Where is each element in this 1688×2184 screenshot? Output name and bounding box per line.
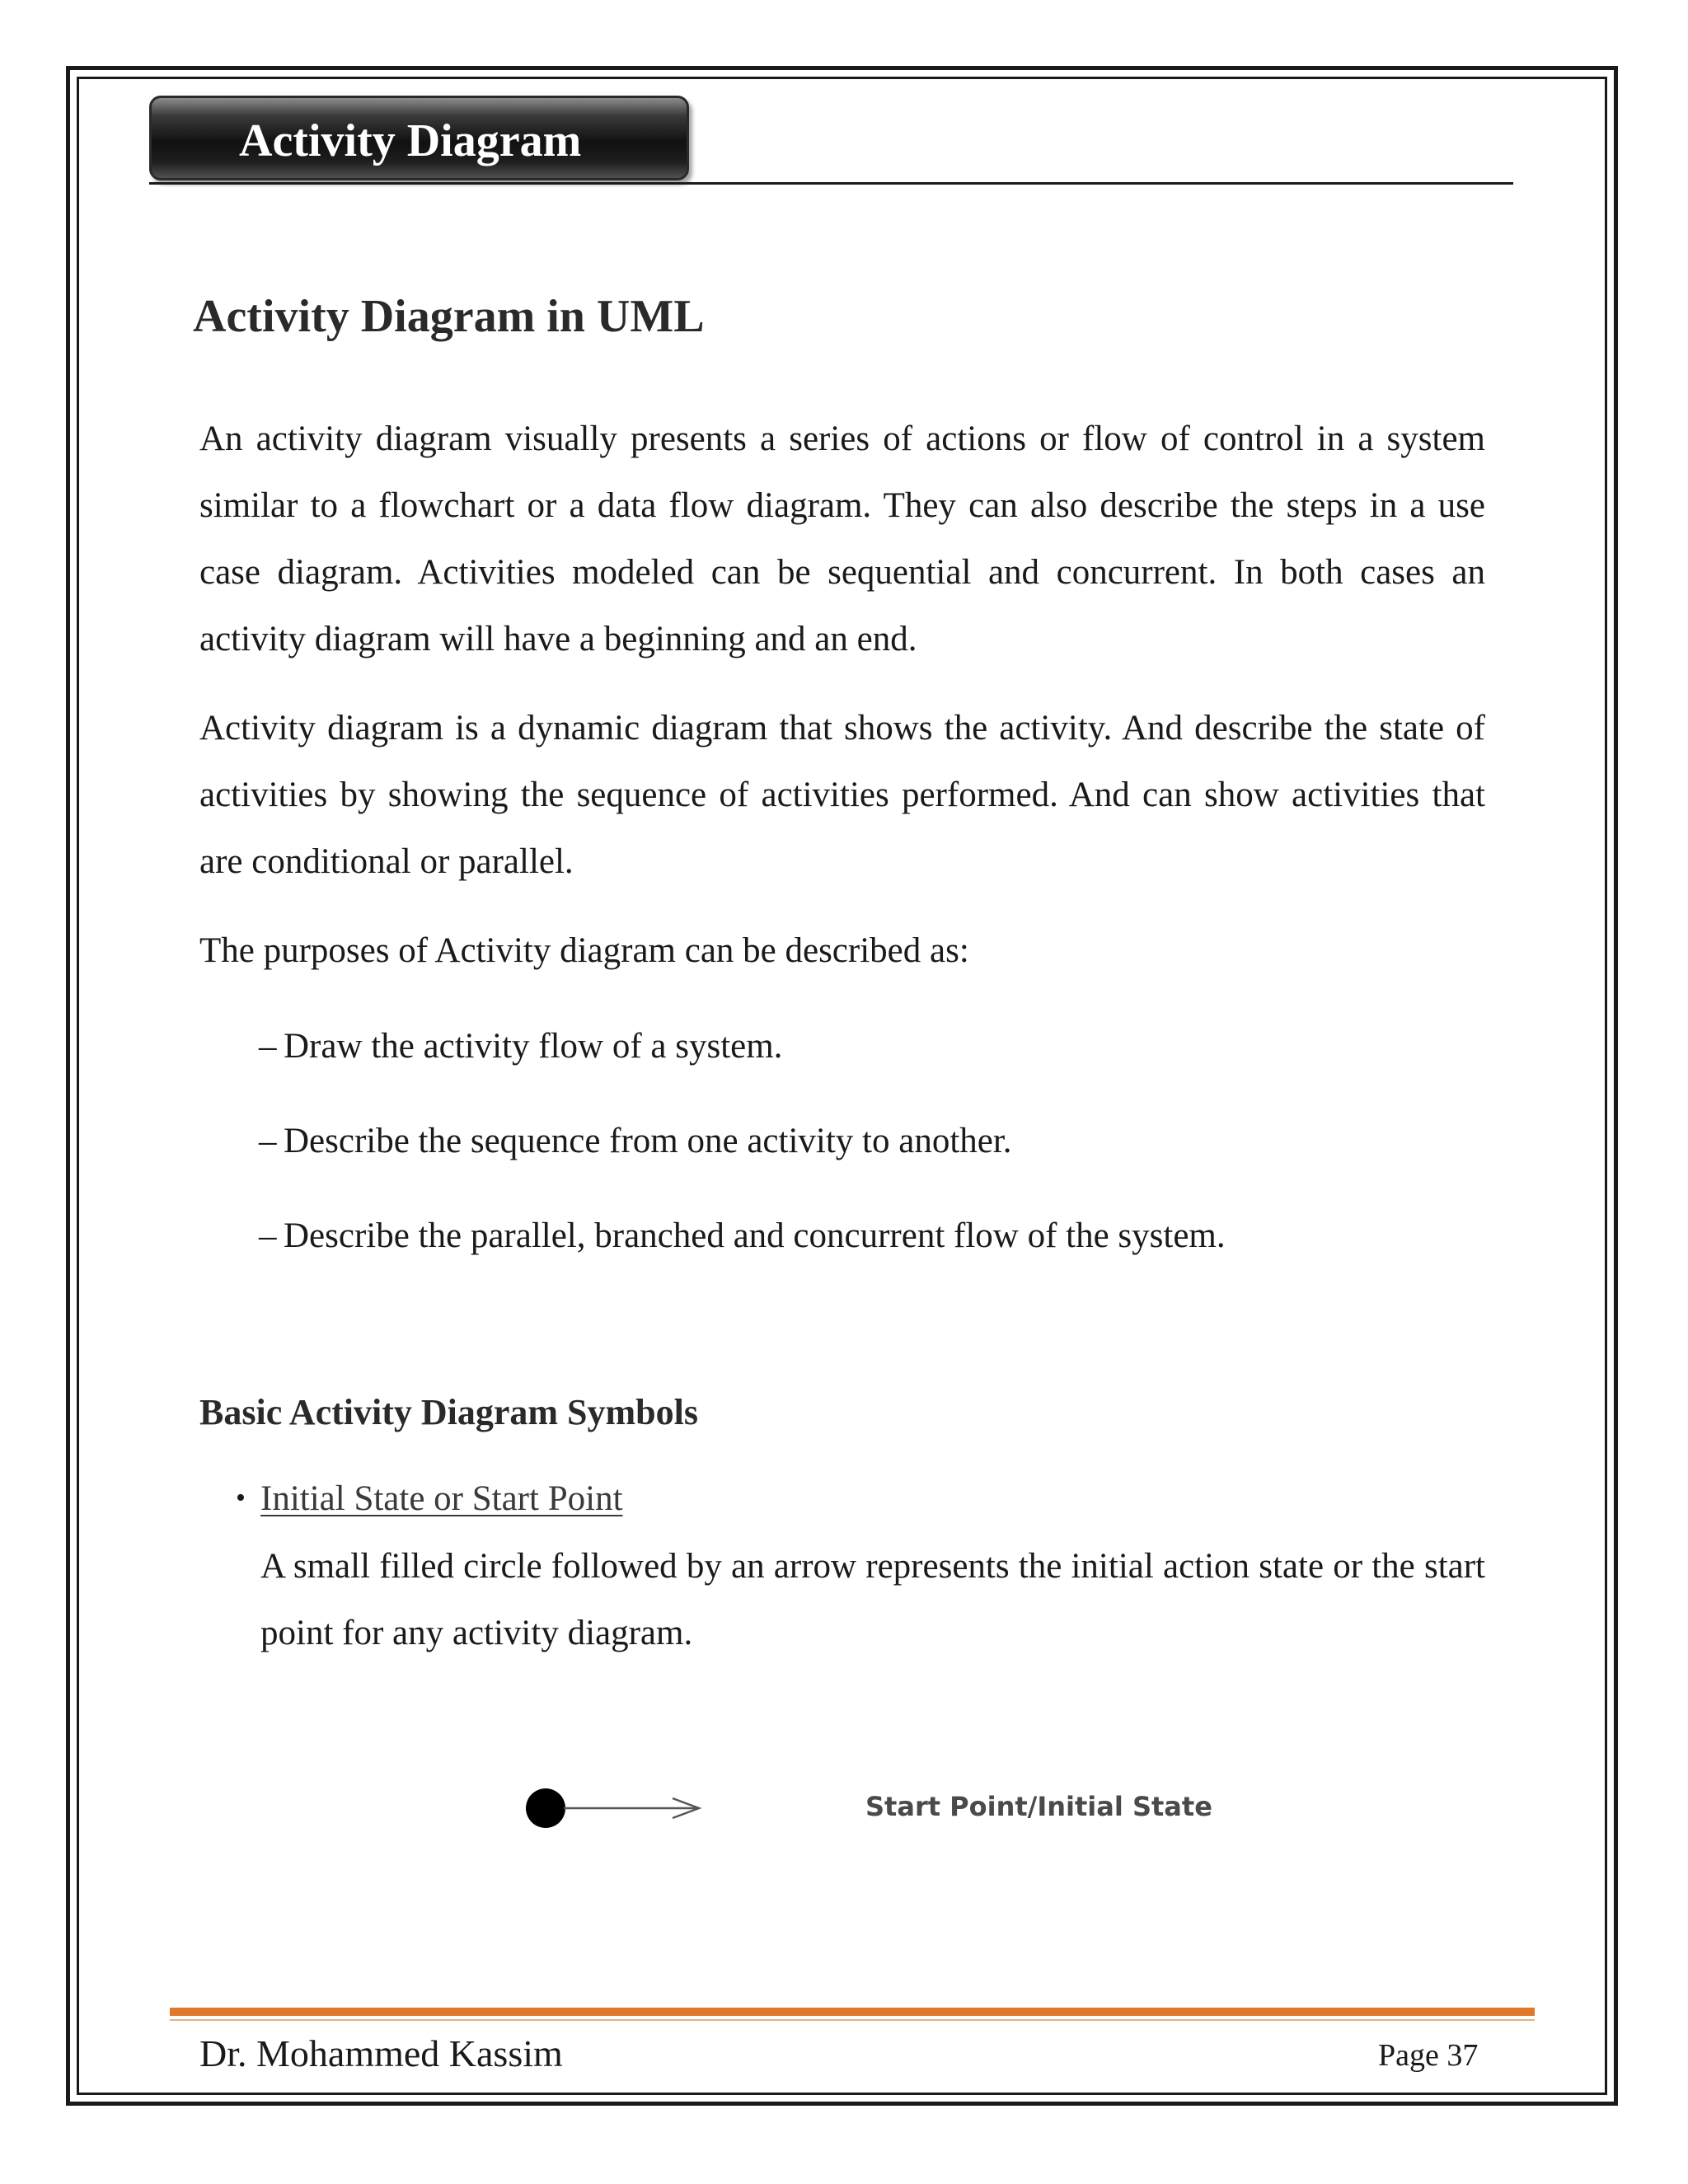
footer-divider-thin	[170, 2019, 1535, 2021]
purpose-text: Describe the parallel, branched and concurrent flow of the system.	[284, 1216, 1226, 1255]
purpose-item	[259, 1022, 782, 1071]
chapter-header-tab	[149, 96, 689, 180]
dash-marker: –	[259, 1216, 277, 1255]
symbol-item-initial-state	[236, 1474, 623, 1524]
bullet-icon: •	[236, 1483, 246, 1513]
footer-author: Dr. Mohammed Kassim	[199, 2032, 563, 2074]
purpose-item	[259, 1117, 1012, 1166]
page-inner-border	[77, 77, 1607, 2095]
dash-marker: –	[259, 1122, 277, 1160]
symbols-heading: Basic Activity Diagram Symbols	[199, 1392, 698, 1432]
diagram-label: Start Point/Initial State	[865, 1791, 1212, 1822]
footer-divider	[170, 2008, 1535, 2016]
symbol-label: Initial State or Start Point	[260, 1479, 623, 1518]
purpose-item	[259, 1212, 1226, 1261]
purpose-text: Describe the sequence from one activity to another.	[284, 1122, 1012, 1160]
chapter-title: Activity Diagram	[239, 115, 582, 166]
paragraph-intro: An activity diagram visually presents a series of actions or flow of control in a system similar to a flowchart or a data flow diagram. They can also describe the steps in a use case diagram. Activities modeled can be sequential and concurrent. In both cases an activity diagram will have a beginning and an end.	[199, 419, 1485, 658]
page-number: Page 37	[1378, 2038, 1479, 2073]
paragraph-dynamic: Activity diagram is a dynamic diagram that shows the activity. And describe the state of activities by showing the sequence of activities performed. And can show activities that are conditional or parallel.	[199, 709, 1485, 881]
header-divider	[149, 182, 1513, 185]
start-point-diagram	[511, 1780, 709, 1846]
symbol-description: A small filled circle followed by an arrow represents the initial action state or the start point for any activity diagram.	[260, 1547, 1485, 1652]
dash-marker: –	[259, 1027, 277, 1066]
section-title: Activity Diagram in UML	[193, 291, 705, 342]
filled-circle-icon	[526, 1788, 565, 1828]
purpose-text: Draw the activity flow of a system.	[284, 1027, 783, 1066]
paragraph-purposes-lead: The purposes of Activity diagram can be described as:	[199, 931, 969, 970]
